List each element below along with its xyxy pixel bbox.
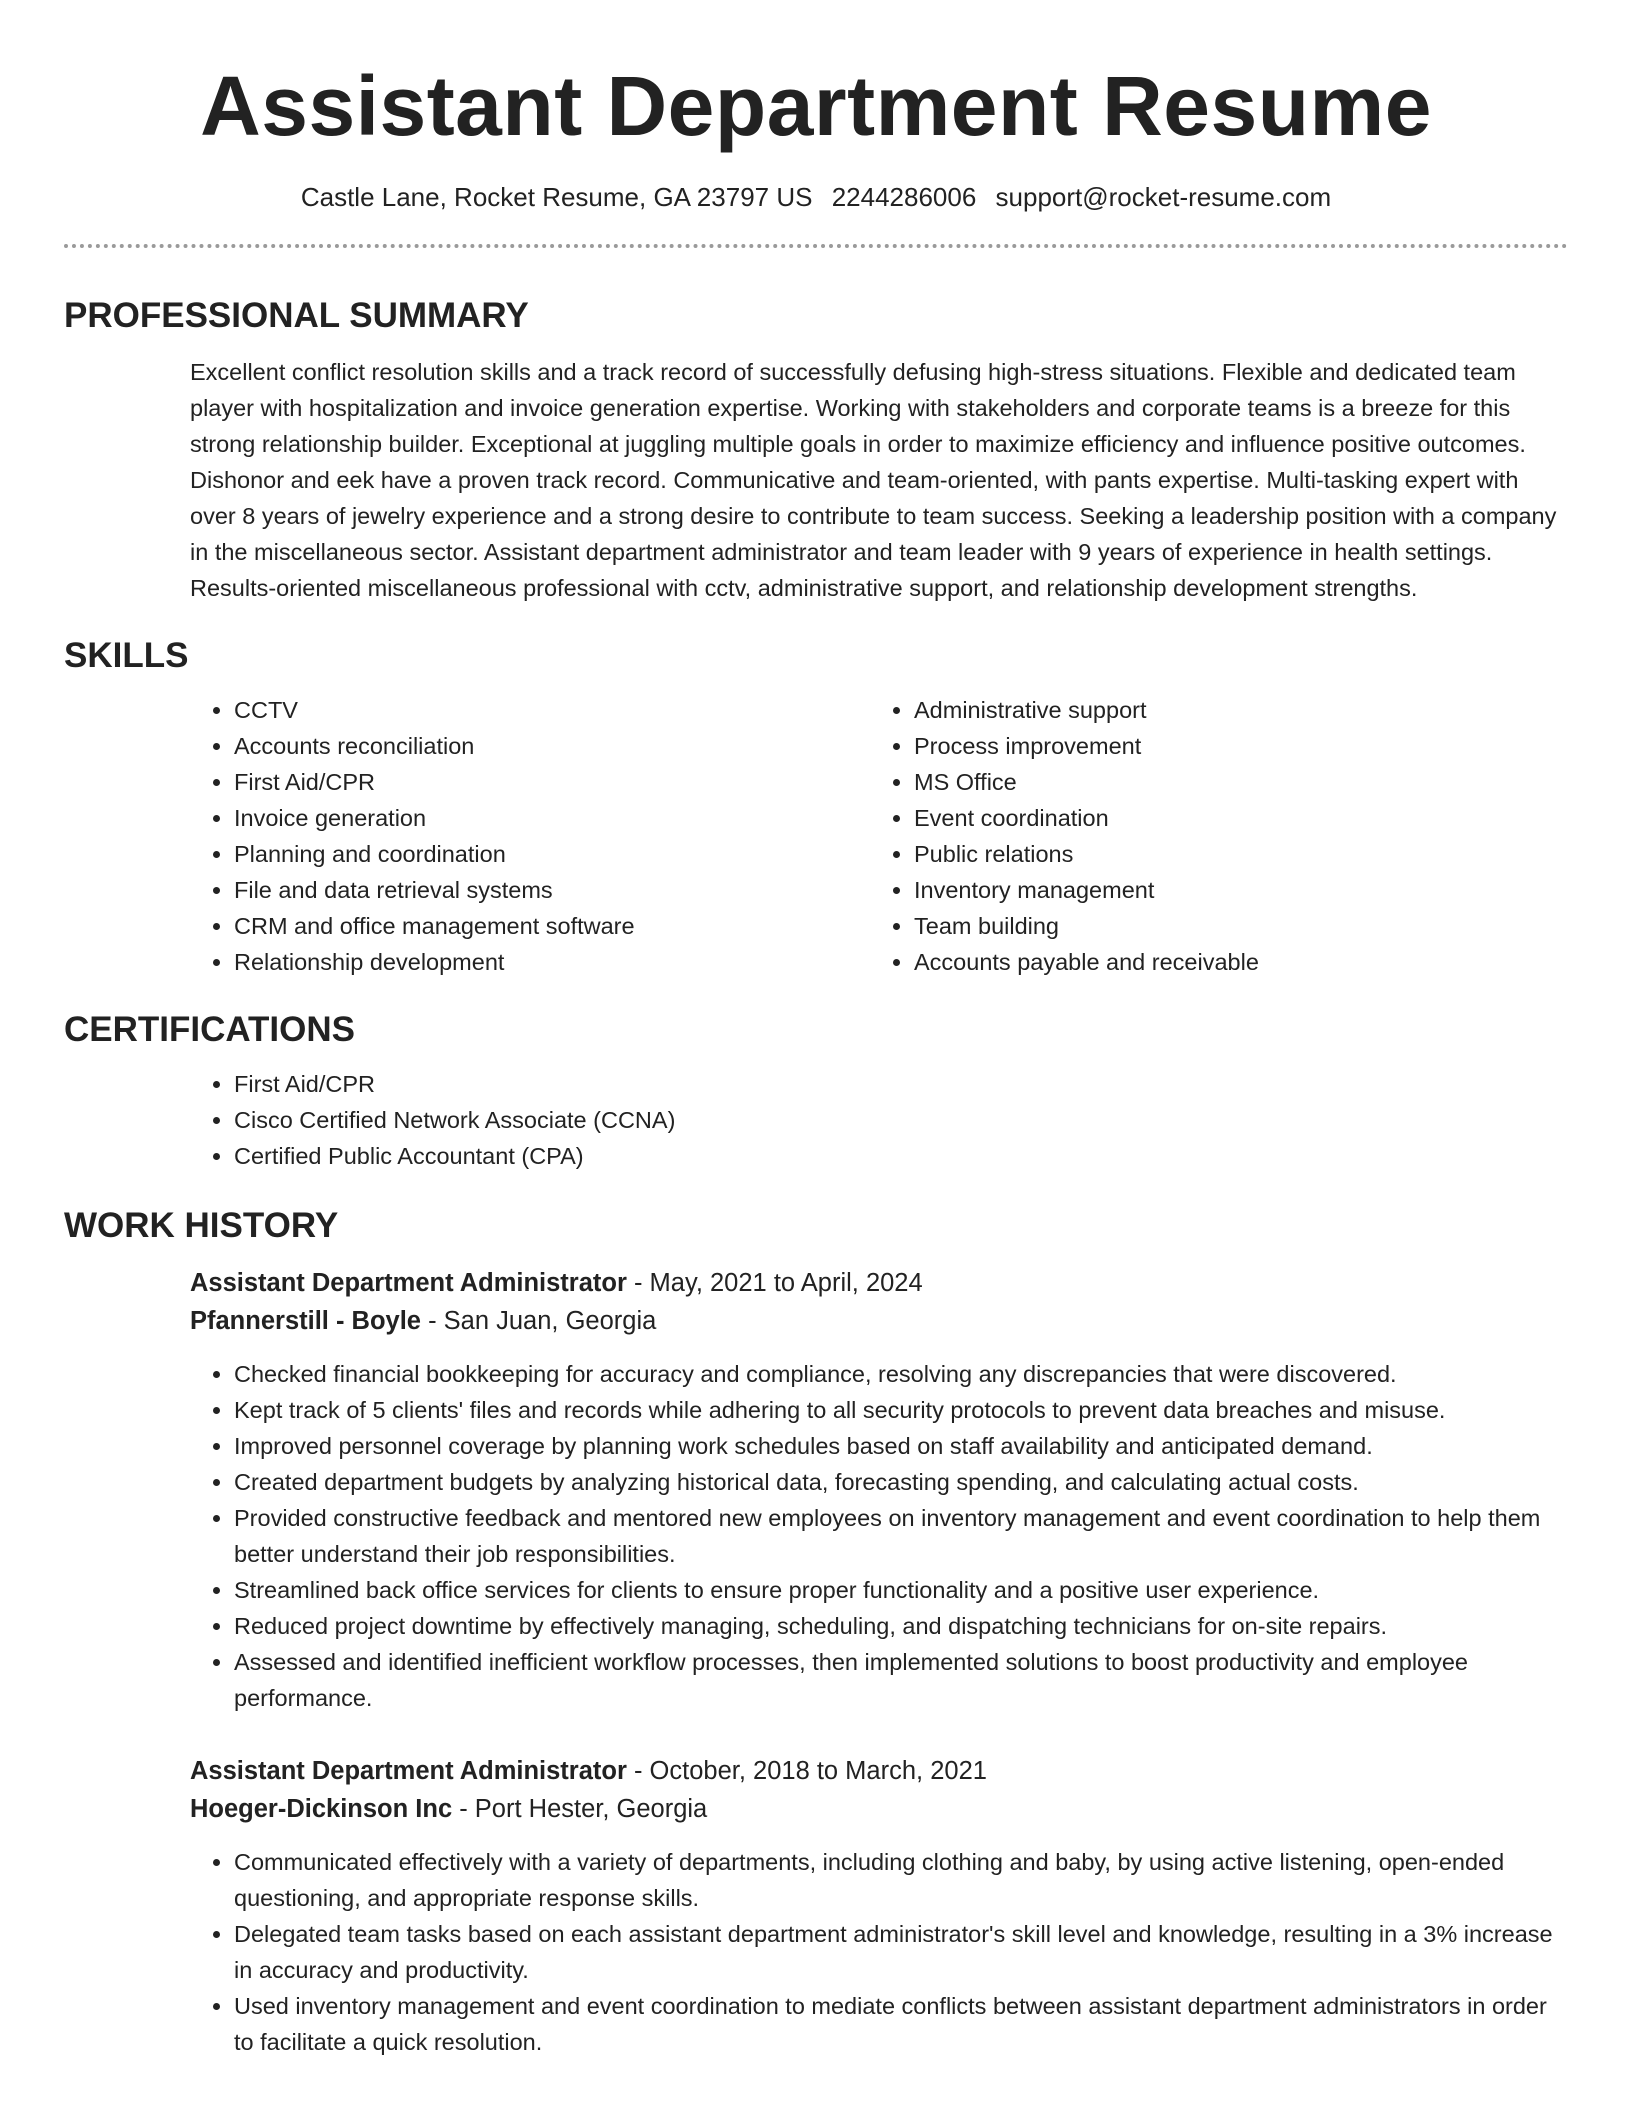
job-company-line [190,1790,1568,1828]
certifications-body [190,1066,1568,1174]
skill-item: • Accounts reconciliation [234,728,870,764]
skill-item: • File and data retrieval systems [234,872,870,908]
skill-item: • Public relations [914,836,1550,872]
skills-column-right [870,692,1550,980]
job-entry [190,1264,1568,1716]
job-entry [190,1752,1568,2060]
job-bullet: • Provided constructive feedback and mentored new employees on inventory management and event coordination to help them better understand their job responsibilities. [234,1500,1568,1572]
contact-phone: 2244286006 [831,182,977,212]
job-location: - San Juan, Georgia [420,1307,657,1335]
skill-item: • Inventory management [914,872,1550,908]
job-title-line [190,1752,1568,1790]
job-title-line [190,1264,1568,1302]
work-history-body [190,1264,1568,2060]
job-bullets [190,1844,1568,2060]
certifications-list [190,1066,1568,1174]
job-bullet: • Used inventory management and event coordination to mediate conflicts between assistant department administrators in order to facilitate a quick resolution. [234,1988,1568,2060]
skill-item: • Planning and coordination [234,836,870,872]
certifications-section [64,1008,1568,1174]
skills-column-left [190,692,870,980]
skill-item: • MS Office [914,764,1550,800]
job-company: Pfannerstill - Boyle [190,1307,421,1335]
job-bullet: • Delegated team tasks based on each assistant department administrator's skill level and knowledge, resulting in a 3% increase in accuracy and productivity. [234,1916,1568,1988]
skills-grid [190,692,1568,980]
certification-item: • First Aid/CPR [234,1066,1568,1102]
skill-item: • Event coordination [914,800,1550,836]
job-bullet: • Created department budgets by analyzing historical data, forecasting spending, and calculating actual costs. [234,1464,1568,1500]
job-bullet: • Improved personnel coverage by planning work schedules based on staff availability and anticipated demand. [234,1428,1568,1464]
contact-address: Castle Lane, Rocket Resume, GA 23797 US [300,182,813,212]
job-bullet: • Kept track of 5 clients' files and records while adhering to all security protocols to prevent data breaches and misuse. [234,1392,1568,1428]
certification-item: • Cisco Certified Network Associate (CCNA) [234,1102,1568,1138]
work-history-section [64,1204,1568,2060]
job-bullet: • Checked financial bookkeeping for accuracy and compliance, resolving any discrepancies that were discovered. [234,1356,1568,1392]
header-divider [64,244,1568,248]
job-location: - Port Hester, Georgia [452,1795,708,1823]
certification-item: • Certified Public Accountant (CPA) [234,1138,1568,1174]
section-heading-work-history: WORK HISTORY [64,1206,339,1245]
skill-item: • Team building [914,908,1550,944]
professional-summary-section [64,294,1568,606]
skills-section [64,634,1568,980]
job-bullet: • Communicated effectively with a variety of departments, including clothing and baby, by using active listening, open-ended questioning, and appropriate response skills. [234,1844,1568,1916]
skill-item: • CRM and office management software [234,908,870,944]
skills-list-left [190,692,870,980]
skill-item: • Process improvement [914,728,1550,764]
skill-item: • Accounts payable and receivable [914,944,1550,980]
job-bullet: • Reduced project downtime by effectively managing, scheduling, and dispatching technicians for on-site repairs. [234,1608,1568,1644]
section-heading-skills: SKILLS [64,636,189,675]
resume-title: Assistant Department Resume [200,59,1432,153]
job-title: Assistant Department Administrator [190,1269,627,1297]
section-heading-certifications: CERTIFICATIONS [64,1010,356,1049]
job-dates: - October, 2018 to March, 2021 [626,1757,987,1785]
job-title: Assistant Department Administrator [190,1757,627,1785]
section-heading-summary: PROFESSIONAL SUMMARY [64,296,529,335]
skill-item: • Administrative support [914,692,1550,728]
job-bullet: • Assessed and identified inefficient workflow processes, then implemented solutions to boost productivity and employee performance. [234,1644,1568,1716]
job-bullet: • Streamlined back office services for clients to ensure proper functionality and a positive user experience. [234,1572,1568,1608]
skill-item: • Relationship development [234,944,870,980]
contact-email: support@rocket-resume.com [995,182,1332,212]
job-company-line [190,1302,1568,1340]
job-dates: - May, 2021 to April, 2024 [626,1269,923,1297]
job-company: Hoeger-Dickinson Inc [190,1795,453,1823]
summary-text: Excellent conflict resolution skills and a track record of successfully defusing high-stress situations. Flexible and dedicated team player with hospitalization and invoice generation expertise. Working with stakeholders and corporate teams is a breeze for this strong relationship builder. Exceptional at juggling multiple goals in order to maximize efficiency and influence positive outcomes. Dishonor and eek have a proven track record. Communicative and team-oriented, with pants expertise. Multi-tasking expert with over 8 years of jewelry experience and a strong desire to contribute to team success. Seeking a leadership position with a company in the miscellaneous sector. Assistant department administrator and team leader with 9 years of experience in health settings. Results-oriented miscellaneous professional with cctv, administrative support, and relationship development strengths. [190,359,1557,601]
skills-list-right [870,692,1550,980]
skill-item: • CCTV [234,692,870,728]
contact-line [64,180,1568,214]
skill-item: • Invoice generation [234,800,870,836]
skill-item: • First Aid/CPR [234,764,870,800]
job-bullets [190,1356,1568,1716]
